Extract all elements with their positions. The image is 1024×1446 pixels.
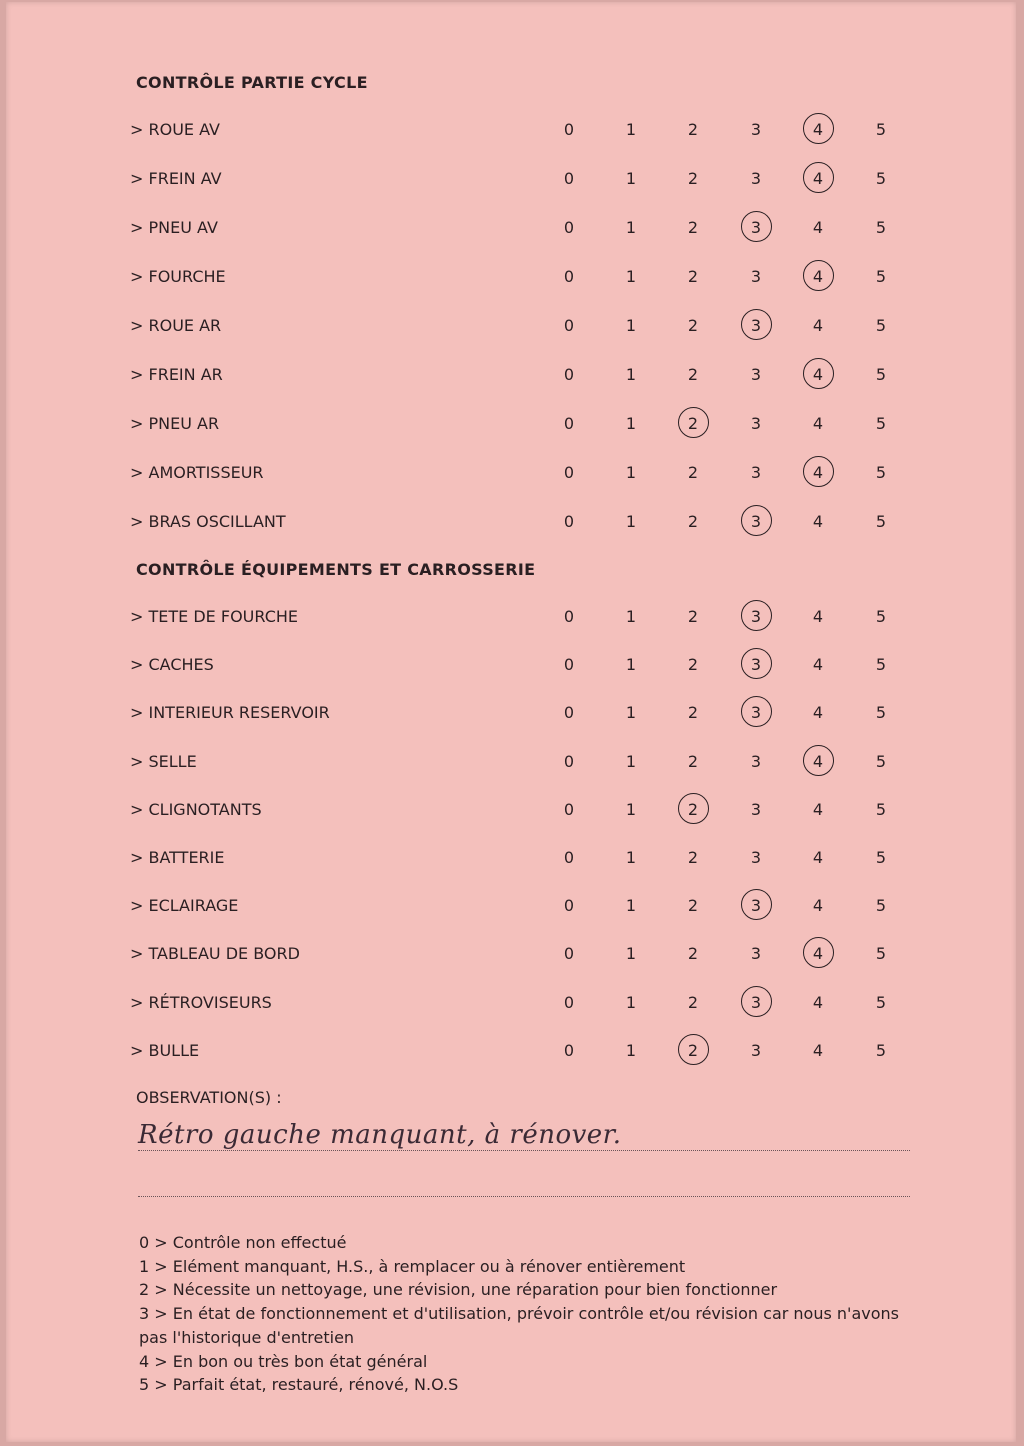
- score-option[interactable]: 5: [875, 1040, 887, 1060]
- score-option[interactable]: 4: [812, 1040, 824, 1060]
- score-option[interactable]: 2: [687, 218, 699, 237]
- score-option[interactable]: 3: [750, 414, 762, 433]
- checklist-row: [6, 655, 1016, 679]
- score-option[interactable]: 1: [625, 655, 637, 675]
- score-option[interactable]: 5: [875, 799, 887, 819]
- score-option[interactable]: 1: [625, 703, 637, 723]
- row-label: > ECLAIRAGE: [130, 896, 239, 916]
- score-option[interactable]: 0: [563, 512, 575, 531]
- score-option[interactable]: 0: [563, 992, 575, 1012]
- score-option[interactable]: 4: [812, 607, 824, 626]
- score-option[interactable]: 2: [687, 463, 699, 482]
- legend-item: 1 > Elément manquant, H.S., à remplacer ou à rénover entièrement: [139, 1256, 686, 1276]
- score-option-selected[interactable]: 4: [803, 120, 833, 139]
- score-option-selected[interactable]: 3: [741, 993, 771, 1012]
- score-option[interactable]: 4: [812, 848, 824, 867]
- checklist-row: [6, 703, 1016, 727]
- score-option[interactable]: 1: [625, 992, 637, 1012]
- score-option[interactable]: 5: [875, 414, 887, 433]
- score-option-selected[interactable]: 4: [803, 365, 833, 384]
- observations-handwritten: Rétro gauche manquant, à rénover.: [138, 1120, 622, 1150]
- score-option[interactable]: 0: [563, 463, 575, 482]
- checklist-row: [6, 463, 1016, 487]
- score-option[interactable]: 3: [750, 944, 762, 964]
- checklist-row: [6, 993, 1016, 1017]
- score-option[interactable]: 0: [563, 267, 575, 286]
- score-option[interactable]: 2: [687, 267, 699, 286]
- score-option[interactable]: 2: [687, 365, 699, 384]
- row-label: > RÉTROVISEURS: [130, 992, 272, 1012]
- checklist-row: [6, 169, 1016, 193]
- row-label: > ROUE AV: [130, 120, 220, 139]
- checklist-row: [6, 800, 1016, 824]
- score-option[interactable]: 0: [563, 848, 575, 867]
- score-option[interactable]: 2: [687, 120, 699, 139]
- score-option[interactable]: 5: [875, 848, 887, 867]
- score-option[interactable]: 2: [687, 703, 699, 723]
- score-option[interactable]: 1: [625, 1040, 637, 1060]
- row-label: > ROUE AR: [130, 316, 222, 335]
- score-option-selected[interactable]: 3: [741, 607, 771, 626]
- score-option[interactable]: 3: [750, 751, 762, 771]
- checklist-row: [6, 267, 1016, 291]
- row-label: > PNEU AV: [130, 218, 218, 237]
- checklist-row: [6, 120, 1016, 144]
- row-label: > FOURCHE: [130, 267, 226, 286]
- legend-item: 4 > En bon ou très bon état général: [139, 1351, 428, 1371]
- score-option[interactable]: 4: [812, 896, 824, 916]
- score-option[interactable]: 3: [750, 799, 762, 819]
- score-option[interactable]: 4: [812, 316, 824, 335]
- score-option[interactable]: 5: [875, 655, 887, 675]
- score-option-selected[interactable]: 3: [741, 703, 771, 722]
- score-option[interactable]: 1: [625, 944, 637, 964]
- checklist-row: [6, 512, 1016, 536]
- score-option[interactable]: 4: [812, 799, 824, 819]
- score-option[interactable]: 5: [875, 992, 887, 1012]
- row-label: > TABLEAU DE BORD: [130, 944, 300, 964]
- score-option[interactable]: 3: [750, 848, 762, 867]
- observation-line-2: [138, 1196, 910, 1197]
- score-option[interactable]: 3: [750, 267, 762, 286]
- row-label: > INTERIEUR RESERVOIR: [130, 703, 330, 723]
- legend-item: 5 > Parfait état, restauré, rénové, N.O.S: [139, 1375, 459, 1395]
- score-option[interactable]: 0: [563, 414, 575, 433]
- score-option[interactable]: 5: [875, 607, 887, 626]
- score-option[interactable]: 5: [875, 218, 887, 237]
- score-option[interactable]: 3: [750, 120, 762, 139]
- score-option[interactable]: 1: [625, 463, 637, 482]
- score-option[interactable]: 5: [875, 512, 887, 531]
- checklist-row: [6, 607, 1016, 631]
- score-option[interactable]: 5: [875, 944, 887, 964]
- row-label: > CLIGNOTANTS: [130, 799, 262, 819]
- score-option[interactable]: 1: [625, 169, 637, 188]
- observation-line-1: [138, 1150, 910, 1151]
- score-option[interactable]: 3: [750, 1040, 762, 1060]
- score-option[interactable]: 1: [625, 267, 637, 286]
- score-option[interactable]: 2: [687, 169, 699, 188]
- section-title-cycle: CONTRÔLE PARTIE CYCLE: [136, 73, 368, 92]
- score-option[interactable]: 3: [750, 463, 762, 482]
- score-option[interactable]: 2: [687, 896, 699, 916]
- score-option[interactable]: 1: [625, 365, 637, 384]
- score-option[interactable]: 2: [687, 751, 699, 771]
- score-option[interactable]: 1: [625, 218, 637, 237]
- score-option[interactable]: 1: [625, 414, 637, 433]
- row-label: > TETE DE FOURCHE: [130, 607, 298, 626]
- checklist-row: [6, 365, 1016, 389]
- score-option-selected[interactable]: 2: [678, 1041, 708, 1060]
- score-option[interactable]: 1: [625, 751, 637, 771]
- score-option[interactable]: 4: [812, 703, 824, 723]
- row-label: > FREIN AR: [130, 365, 223, 384]
- row-label: > PNEU AR: [130, 414, 220, 433]
- score-option[interactable]: 1: [625, 120, 637, 139]
- legend: [139, 1231, 899, 1397]
- score-option-selected[interactable]: 3: [741, 655, 771, 674]
- checklist-row: [6, 896, 1016, 920]
- score-option[interactable]: 5: [875, 463, 887, 482]
- score-option[interactable]: 2: [687, 316, 699, 335]
- score-option[interactable]: 2: [687, 992, 699, 1012]
- score-option-selected[interactable]: 4: [803, 169, 833, 188]
- score-option[interactable]: 4: [812, 512, 824, 531]
- checklist-row: [6, 218, 1016, 242]
- legend-item: 3 > En état de fonctionnement et d'utilisation, prévoir contrôle et/ou révision car nous n'avons pas l'historique d'entretien: [139, 1304, 899, 1347]
- score-option-selected[interactable]: 3: [741, 896, 771, 915]
- score-option[interactable]: 2: [687, 607, 699, 626]
- legend-item: 2 > Nécessite un nettoyage, une révision, une réparation pour bien fonctionner: [139, 1280, 778, 1300]
- score-option[interactable]: 0: [563, 316, 575, 335]
- row-label: > FREIN AV: [130, 169, 222, 188]
- score-option-selected[interactable]: 4: [803, 944, 833, 963]
- score-option-selected[interactable]: 2: [678, 414, 708, 433]
- score-option-selected[interactable]: 4: [803, 267, 833, 286]
- score-option[interactable]: 5: [875, 267, 887, 286]
- score-option[interactable]: 0: [563, 896, 575, 916]
- score-option-selected[interactable]: 2: [678, 800, 708, 819]
- score-option[interactable]: 1: [625, 607, 637, 626]
- row-label: > BATTERIE: [130, 848, 225, 867]
- score-option[interactable]: 2: [687, 512, 699, 531]
- score-option[interactable]: 0: [563, 703, 575, 723]
- score-option[interactable]: 4: [812, 218, 824, 237]
- observations-label: OBSERVATION(S) :: [136, 1088, 282, 1107]
- score-option-selected[interactable]: 3: [741, 512, 771, 531]
- score-option[interactable]: 0: [563, 169, 575, 188]
- score-option[interactable]: 2: [687, 848, 699, 867]
- score-option[interactable]: 0: [563, 120, 575, 139]
- score-option[interactable]: 2: [687, 944, 699, 964]
- score-option[interactable]: 0: [563, 655, 575, 675]
- row-label: > AMORTISSEUR: [130, 463, 264, 482]
- score-option-selected[interactable]: 3: [741, 218, 771, 237]
- score-option[interactable]: 5: [875, 169, 887, 188]
- row-label: > BRAS OSCILLANT: [130, 512, 286, 531]
- score-option[interactable]: 1: [625, 512, 637, 531]
- score-option[interactable]: 5: [875, 751, 887, 771]
- score-option[interactable]: 0: [563, 218, 575, 237]
- score-option[interactable]: 5: [875, 703, 887, 723]
- score-option[interactable]: 0: [563, 365, 575, 384]
- score-option[interactable]: 4: [812, 992, 824, 1012]
- score-option[interactable]: 5: [875, 316, 887, 335]
- score-option-selected[interactable]: 4: [803, 752, 833, 771]
- checklist-row: [6, 316, 1016, 340]
- score-option[interactable]: 1: [625, 896, 637, 916]
- section-title-equipment: CONTRÔLE ÉQUIPEMENTS ET CARROSSERIE: [136, 560, 536, 579]
- score-option[interactable]: 0: [563, 1040, 575, 1060]
- checklist-row: [6, 1041, 1016, 1065]
- score-option[interactable]: 1: [625, 848, 637, 867]
- score-option[interactable]: 5: [875, 896, 887, 916]
- checklist-row: [6, 848, 1016, 872]
- score-option[interactable]: 0: [563, 607, 575, 626]
- score-option[interactable]: 3: [750, 169, 762, 188]
- score-option[interactable]: 0: [563, 751, 575, 771]
- inspection-sheet: [6, 2, 1016, 1442]
- score-option-selected[interactable]: 4: [803, 463, 833, 482]
- checklist-row: [6, 414, 1016, 438]
- score-option[interactable]: 0: [563, 799, 575, 819]
- row-label: > SELLE: [130, 751, 197, 771]
- row-label: > BULLE: [130, 1040, 200, 1060]
- score-option[interactable]: 2: [687, 655, 699, 675]
- score-option-selected[interactable]: 3: [741, 316, 771, 335]
- score-option[interactable]: 4: [812, 655, 824, 675]
- score-option[interactable]: 5: [875, 365, 887, 384]
- score-option[interactable]: 0: [563, 944, 575, 964]
- score-option[interactable]: 4: [812, 414, 824, 433]
- checklist-row: [6, 752, 1016, 776]
- score-option[interactable]: 5: [875, 120, 887, 139]
- row-label: > CACHES: [130, 655, 214, 675]
- score-option[interactable]: 1: [625, 316, 637, 335]
- legend-item: 0 > Contrôle non effectué: [139, 1233, 347, 1252]
- score-option[interactable]: 1: [625, 799, 637, 819]
- checklist-row: [6, 944, 1016, 968]
- score-option[interactable]: 3: [750, 365, 762, 384]
